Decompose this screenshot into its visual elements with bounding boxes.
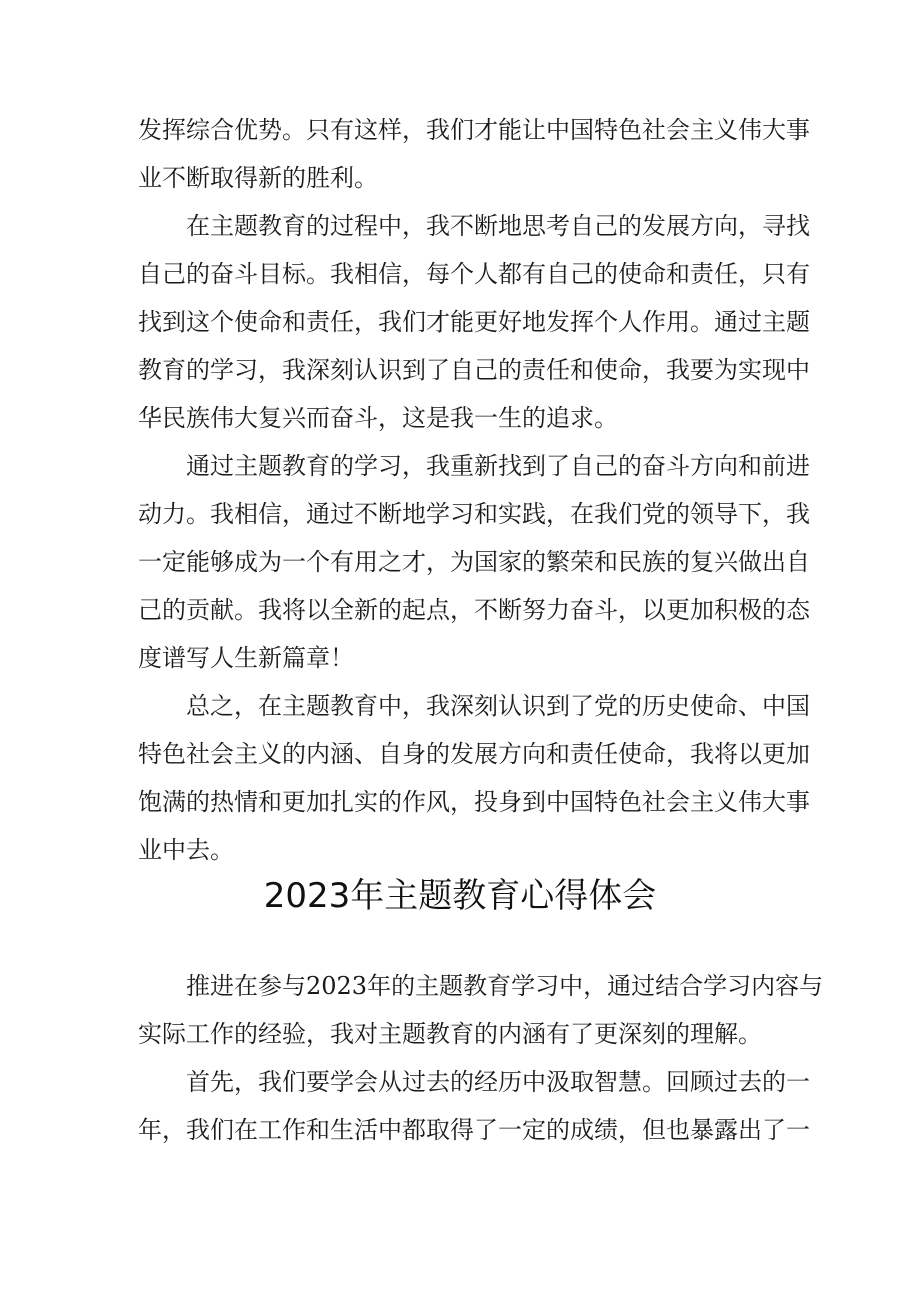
paragraph-start-line: 首先，我们要学会从过去的经历中汲取智慧。回顾过去的一 <box>186 1068 810 1096</box>
text-line: 华民族伟大复兴而奋斗，这是我一生的追求。 <box>138 404 618 432</box>
text-line: 找到这个使命和责任，我们才能更好地发挥个人作用。通过主题 <box>138 308 810 336</box>
text-line: 业中去。 <box>138 836 234 864</box>
text-line: 年，我们在工作和生活中都取得了一定的成绩，但也暴露出了一 <box>138 1116 810 1144</box>
text-line: 业不断取得新的胜利。 <box>138 164 378 192</box>
text-line: 实际工作的经验，我对主题教育的内涵有了更深刻的理解。 <box>138 1020 762 1048</box>
text-line: 教育的学习，我深刻认识到了自己的责任和使命，我要为实现中 <box>138 356 810 384</box>
text-line: 自己的奋斗目标。我相信，每个人都有自己的使命和责任，只有 <box>138 260 810 288</box>
text-line: 特色社会主义的内涵、自身的发展方向和责任使命，我将以更加 <box>138 740 810 768</box>
document-title: 2023年主题教育心得体会 <box>263 876 657 916</box>
text-line: 一定能够成为一个有用之才，为国家的繁荣和民族的复兴做出自 <box>138 548 810 576</box>
paragraph-start-line: 推进在参与2023年的主题教育学习中，通过结合学习内容与 <box>186 972 824 1000</box>
text-line: 发挥综合优势。只有这样，我们才能让中国特色社会主义伟大事 <box>138 116 810 144</box>
text-line: 度谱写人生新篇章！ <box>138 644 354 672</box>
paragraph-start-line: 通过主题教育的学习，我重新找到了自己的奋斗方向和前进 <box>186 452 810 480</box>
text-line: 己的贡献。我将以全新的起点，不断努力奋斗，以更加积极的态 <box>138 596 810 624</box>
text-line: 动力。我相信，通过不断地学习和实践，在我们党的领导下，我 <box>138 500 810 528</box>
paragraph-start-line: 总之，在主题教育中，我深刻认识到了党的历史使命、中国 <box>186 692 810 720</box>
paragraph-start-line: 在主题教育的过程中，我不断地思考自己的发展方向，寻找 <box>186 212 810 240</box>
text-line: 饱满的热情和更加扎实的作风，投身到中国特色社会主义伟大事 <box>138 788 810 816</box>
